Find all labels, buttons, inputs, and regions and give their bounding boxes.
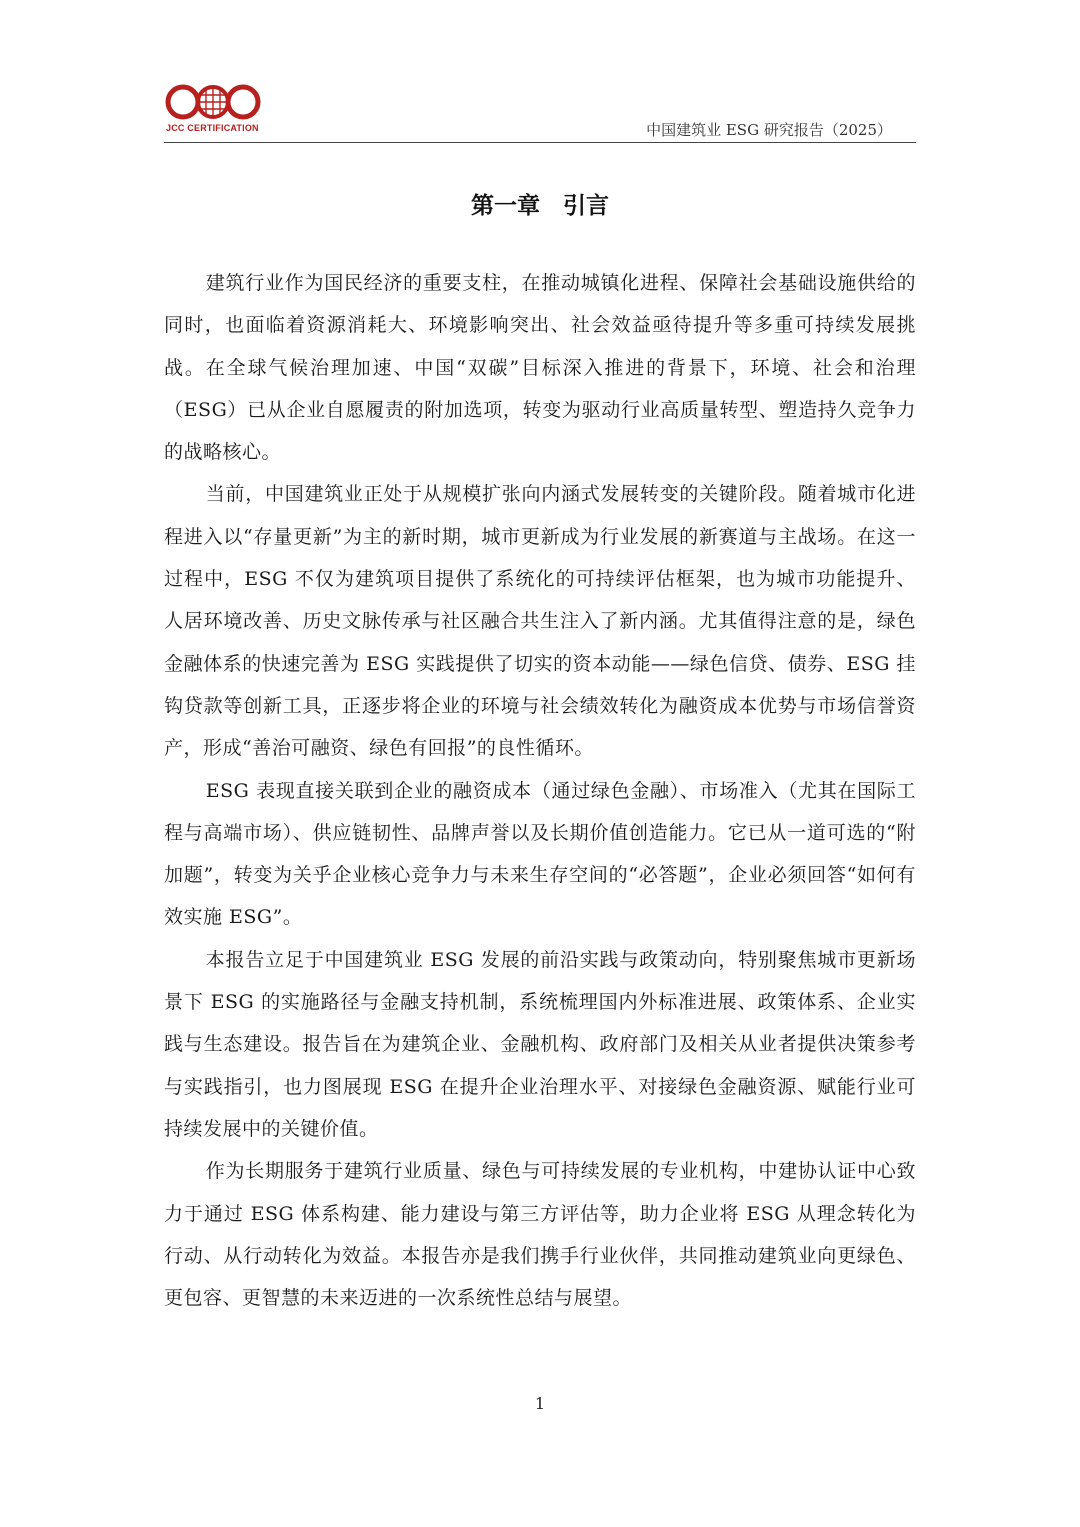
paragraph-3: ESG 表现直接关联到企业的融资成本（通过绿色金融）、市场准入（尤其在国际工程与高端市场）、供应链韧性、品牌声誉以及长期价值创造能力。它已从一道可选的“附加题”，转变为关乎企业核心竞争力与未来生存空间的“必答题”，企业必须回答“如何有效实施 ESG”。 [164,779,916,929]
paragraph-4: 本报告立足于中国建筑业 ESG 发展的前沿实践与政策动向，特别聚焦城市更新场景下 ESG 的实施路径与金融支持机制，系统梳理国内外标准进展、政策体系、企业实践与生态建设。报告旨在为建筑企业、金融机构、政府部门及相关从业者提供决策参考与实践指引，也力图展现 ESG 在提升企业治理水平、对接绿色金融资源、赋能行业可持续发展中的关键价值。 [164,948,916,1140]
header-divider [164,142,916,143]
paragraph-5: 作为长期服务于建筑行业质量、绿色与可持续发展的专业机构，中建协认证中心致力于通过 ESG 体系构建、能力建设与第三方评估等，助力企业将 ESG 从理念转化为行动、从行动转化为效益。本报告亦是我们携手行业伙伴，共同推动建筑业向更绿色、更包容、更智慧的未来迈进的一次系统性总结与展望。 [164,1160,916,1310]
page-number: 1 [534,1394,546,1413]
logo-wordmark: JCC CERTIFICATION [166,123,259,133]
paragraph-2: 当前，中国建筑业正处于从规模扩张向内涵式发展转变的关键阶段。随着城市化进程进入以“存量更新”为主的新时期，城市更新成为行业发展的新赛道与主战场。在这一过程中，ESG 不仅为建筑项目提供了系统化的可持续评估框架，也为城市功能提升、人居环境改善、历史文脉传承与社区融合共生注入了新内涵。尤其值得注意的是，绿色金融体系的快速完善为 ESG 实践提供了切实的资本动能——绿色信贷、债券、ESG 挂钩贷款等创新工具，正逐步将企业的环境与社会绩效转化为融资成本优势与市场信誉资产，形成“善治可融资、绿色有回报”的良性循环。 [164,483,916,760]
paragraph-1: 建筑行业作为国民经济的重要支柱，在推动城镇化进程、保障社会基础设施供给的同时，也面临着资源消耗大、环境影响突出、社会效益亟待提升等多重可持续发展挑战。在全球气候治理加速、中国“双碳”目标深入推进的背景下，环境、社会和治理（ESG）已从企业自愿履责的附加选项，转变为驱动行业高质量转型、塑造持久竞争力的战略核心。 [164,272,916,464]
body-text [164,262,916,1319]
running-header-title: 中国建筑业 ESG 研究报告（2025） [646,121,892,139]
chapter-title: 第一章 引言 [471,193,609,220]
